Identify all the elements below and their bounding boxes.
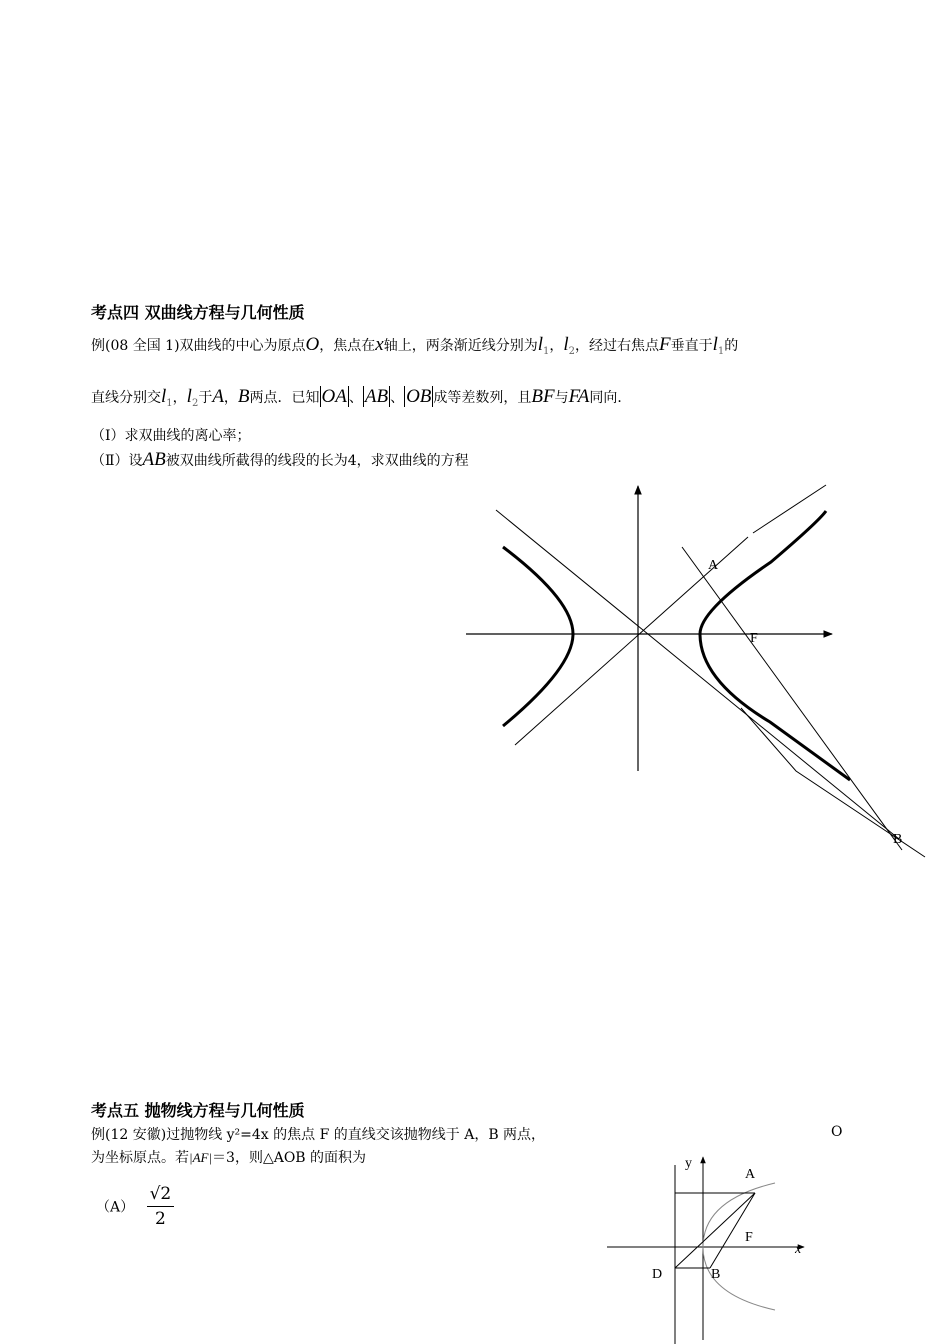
text: 、 xyxy=(348,390,363,406)
text: ，焦点在 xyxy=(319,338,376,354)
math-l2: l xyxy=(186,386,192,407)
math-abs-AF: |AF| xyxy=(189,1150,213,1165)
text: 垂直于 xyxy=(670,338,713,354)
x-axis-label: x xyxy=(795,1242,802,1257)
text: 为坐标原点。若 xyxy=(91,1150,189,1166)
math-l1: l xyxy=(537,334,543,355)
math-abs-OA: OA xyxy=(321,386,347,407)
text: ， xyxy=(223,390,238,406)
point-D-label: D xyxy=(652,1267,663,1282)
section4-heading: 考点四 双曲线方程与几何性质 xyxy=(91,303,305,322)
math-F: F xyxy=(659,334,671,355)
math-B: B xyxy=(237,386,250,407)
option-label: （A） xyxy=(96,1199,135,1216)
point-B-label: B xyxy=(711,1267,721,1282)
subscript: 2 xyxy=(191,397,199,409)
denominator: 2 xyxy=(154,1209,166,1229)
text: 与 xyxy=(554,390,569,406)
subscript: 1 xyxy=(717,345,725,357)
text: ＝3 xyxy=(212,1150,235,1166)
subscript: 1 xyxy=(543,345,550,357)
text: 同向． xyxy=(589,390,632,406)
math-A: A xyxy=(212,386,224,407)
segment-DA xyxy=(675,1193,755,1268)
text: 轴上，两条渐近线分别为 xyxy=(383,338,538,354)
math-abs-AB: AB xyxy=(364,386,389,407)
y-axis-label: y xyxy=(685,1156,692,1171)
text: 例(08 全国 1)双曲线的中心为原点 xyxy=(91,338,306,354)
math-x: x xyxy=(375,334,384,355)
text: ，则△AOB 的面积为 xyxy=(234,1150,367,1166)
math-l1: l xyxy=(712,334,718,355)
text: ， xyxy=(549,338,564,354)
point-A-label: A xyxy=(708,558,719,573)
point-F-label: F xyxy=(745,1230,753,1245)
text: 、 xyxy=(390,390,405,406)
text: 成等差数列，且 xyxy=(433,390,532,406)
text: ， xyxy=(172,390,187,406)
point-B-label: B xyxy=(893,832,903,847)
subscript: 2 xyxy=(568,345,576,357)
math-AB: AB xyxy=(142,449,166,470)
section5-heading: 考点五 抛物线方程与几何性质 xyxy=(91,1101,305,1120)
math-l2: l xyxy=(563,334,569,355)
section5-line1-right: O xyxy=(831,1124,843,1140)
text: 的 xyxy=(724,338,739,354)
text: 两点．已知 xyxy=(249,390,320,406)
math-l1: l xyxy=(161,386,167,407)
text: 于 xyxy=(198,390,213,406)
text: ，经过右焦点 xyxy=(575,338,660,354)
text: （Ⅱ）设 xyxy=(91,453,143,469)
point-A-label: A xyxy=(745,1167,756,1182)
math-BF: BF xyxy=(531,386,555,407)
text: 直线分别交 xyxy=(91,390,161,406)
section5-line1: 例(12 安徽)过抛物线 y²=4x 的焦点 F 的直线交该抛物线于 A，B 两点， xyxy=(91,1127,546,1143)
subscript: 1 xyxy=(166,397,173,409)
point-F-label: F xyxy=(750,631,758,646)
question-1: （Ⅰ）求双曲线的离心率； xyxy=(91,428,251,444)
text: 被双曲线所截得的线段的长为4，求双曲线的方程 xyxy=(165,453,469,469)
numerator: √2 xyxy=(147,1184,175,1207)
math-abs-OB: OB xyxy=(406,386,432,407)
math-O: O xyxy=(305,334,320,355)
math-FA: FA xyxy=(568,386,590,407)
